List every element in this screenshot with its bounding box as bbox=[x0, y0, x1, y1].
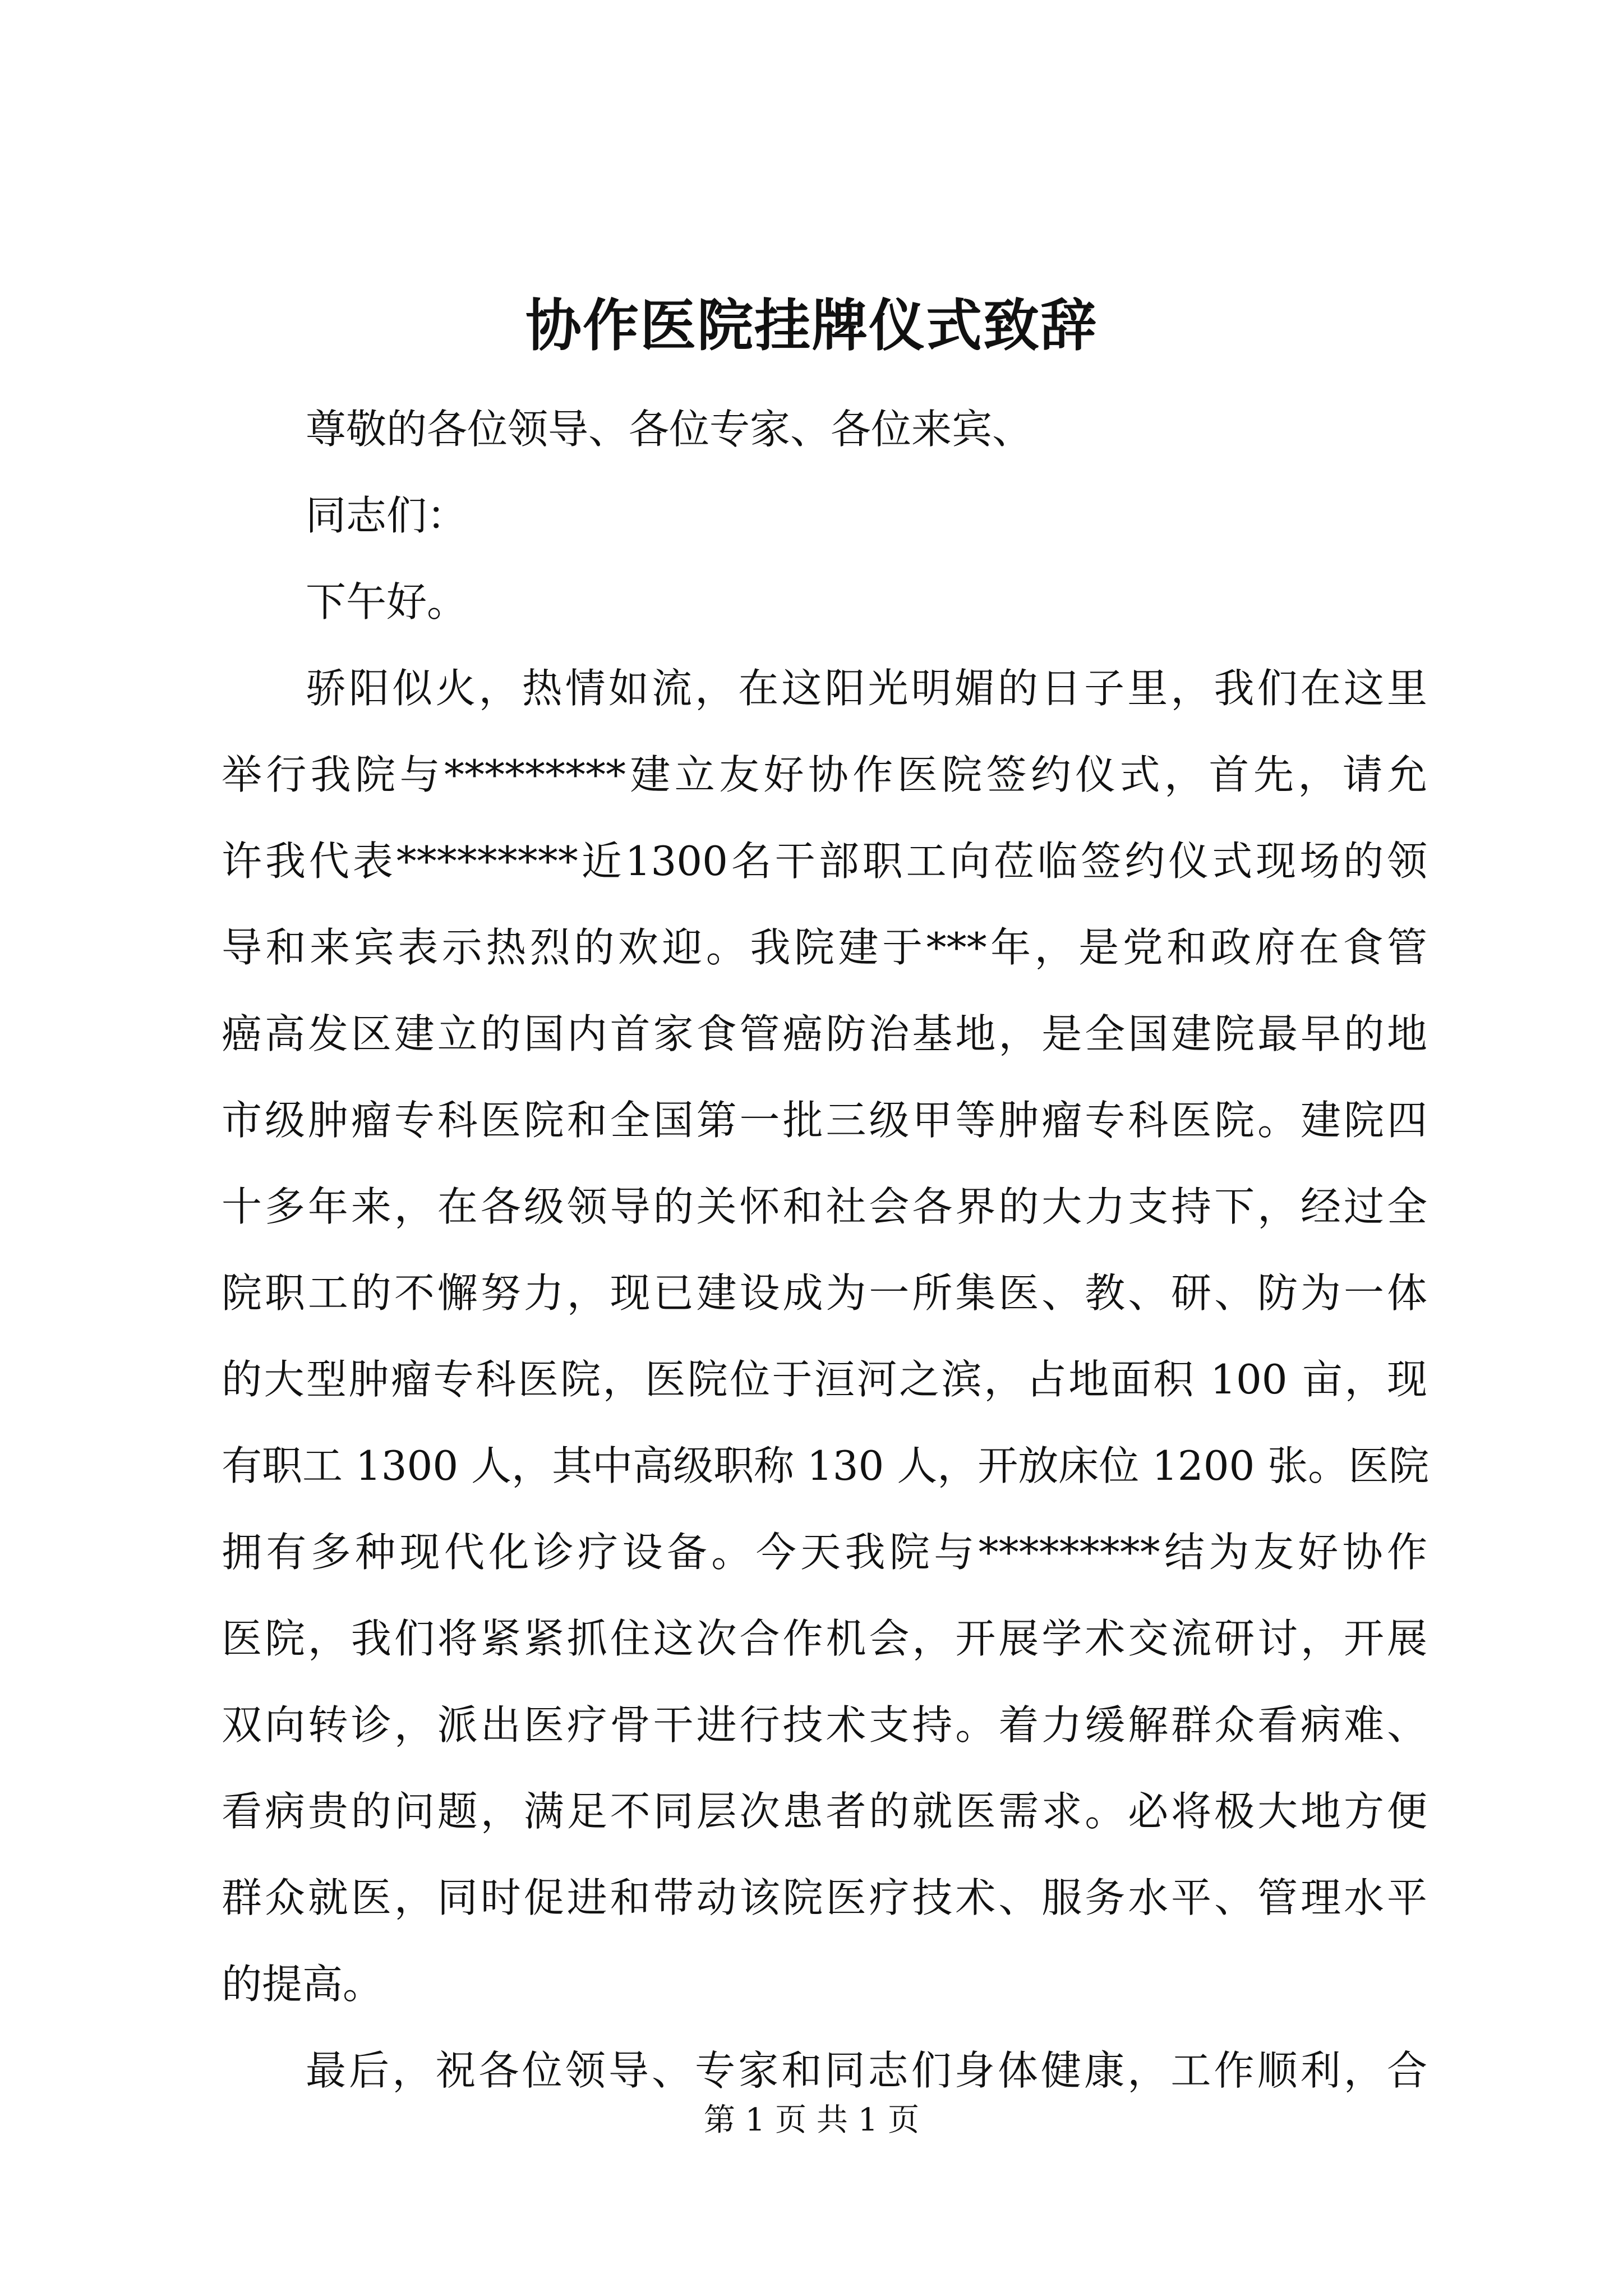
paragraph-line: 群众就医，同时促进和带动该院医疗技术、服务水平、管理水平 bbox=[222, 1874, 1427, 1921]
paragraph-line: 许我代表*********近1300名干部职工向莅临签约仪式现场的领 bbox=[222, 838, 1427, 885]
paragraph-line: 看病贵的问题，满足不同层次患者的就医需求。必将极大地方便 bbox=[222, 1788, 1427, 1835]
document-title: 协作医院挂牌仪式致辞 bbox=[525, 292, 1098, 358]
closing-line: 最后，祝各位领导、专家和同志们身体健康，工作顺利，合 bbox=[306, 2047, 1427, 2094]
paragraph-line: 双向转诊，派出医疗骨干进行技术支持。着力缓解群众看病难、 bbox=[222, 1701, 1427, 1749]
paragraph-line: 医院，我们将紧紧抓住这次合作机会，开展学术交流研讨，开展 bbox=[222, 1615, 1427, 1662]
paragraph-line: 院职工的不懈努力，现已建设成为一所集医、教、研、防为一体 bbox=[222, 1269, 1427, 1317]
page-footer: 第 1 页 共 1 页 bbox=[703, 2102, 920, 2138]
paragraph-line: 举行我院与*********建立友好协作医院签约仪式，首先，请允 bbox=[222, 751, 1427, 798]
salutation-line: 尊敬的各位领导、各位专家、各位来宾、 bbox=[306, 406, 1033, 453]
document-body bbox=[222, 386, 1430, 2114]
paragraph-line: 十多年来，在各级领导的关怀和社会各界的大力支持下，经过全 bbox=[222, 1183, 1427, 1230]
paragraph-line: 癌高发区建立的国内首家食管癌防治基地，是全国建院最早的地 bbox=[222, 1010, 1427, 1057]
paragraph-line: 的提高。 bbox=[222, 1961, 384, 2008]
paragraph-line: 有职工 1300 人，其中高级职称 130 人，开放床位 1200 张。医院 bbox=[222, 1442, 1430, 1489]
salutation-line: 同志们： bbox=[306, 492, 468, 539]
paragraph-line: 市级肿瘤专科医院和全国第一批三级甲等肿瘤专科医院。建院四 bbox=[222, 1097, 1427, 1144]
paragraph-line: 骄阳似火，热情如流，在这阳光明媚的日子里，我们在这里 bbox=[306, 665, 1427, 712]
greeting-line: 下午好。 bbox=[306, 578, 468, 625]
paragraph-line: 的大型肿瘤专科医院，医院位于洹河之滨，占地面积 100 亩，现 bbox=[222, 1356, 1427, 1403]
paragraph-line: 导和来宾表示热烈的欢迎。我院建于***年，是党和政府在食管 bbox=[222, 924, 1427, 971]
paragraph-line: 拥有多种现代化诊疗设备。今天我院与*********结为友好协作 bbox=[222, 1529, 1427, 1576]
